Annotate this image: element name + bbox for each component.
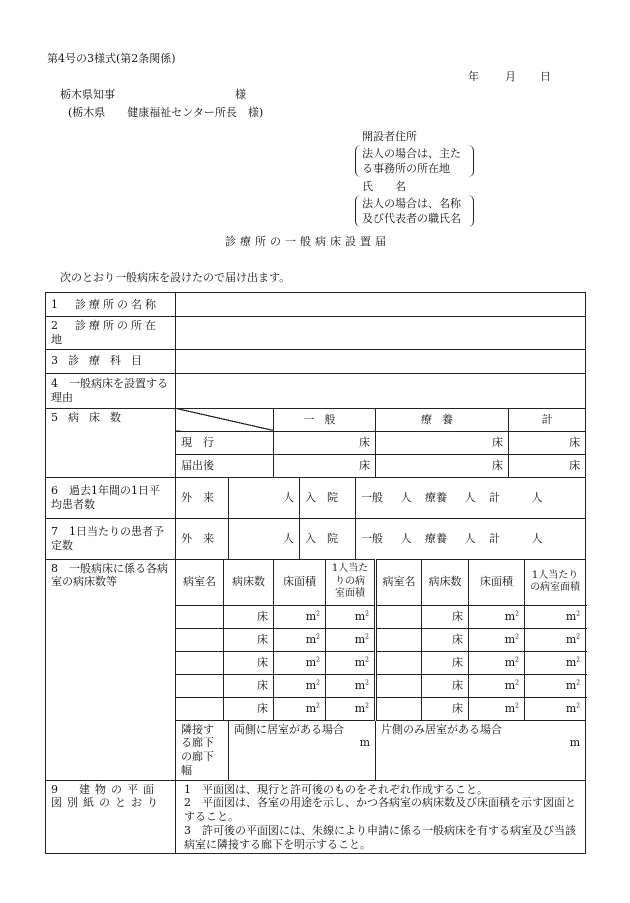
planned-ryoyo-label: 療養 <box>425 531 447 545</box>
beds-current-ryoyo[interactable]: 床 <box>376 431 509 454</box>
room-right-name[interactable] <box>376 651 422 674</box>
beds-after-total[interactable]: 床 <box>509 454 586 477</box>
past-inpatient-breakdown[interactable] <box>356 477 586 518</box>
beds-current-general[interactable]: 床 <box>274 431 376 454</box>
room-left-beds[interactable]: 床 <box>224 697 274 720</box>
row-beds-text: 病床数 <box>68 410 131 424</box>
rooms-left-header-per-person: 1人当たりの病室面積 <box>326 559 376 605</box>
planned-outpatient-label: 外 来 <box>176 518 229 559</box>
clinic-address-input[interactable] <box>176 317 586 350</box>
rooms-right-header-beds: 病床数 <box>422 559 469 605</box>
rooms-left-header-beds: 病床数 <box>224 559 274 605</box>
corridor-one-side-label: 片側のみ居室がある場合 <box>381 722 502 736</box>
row-floor-plan-label: 9 建物の平面図別紙のとおり <box>46 780 176 854</box>
past-general-label: 一般 <box>361 490 383 504</box>
room-left-beds[interactable]: 床 <box>224 605 274 628</box>
room-right-name[interactable] <box>376 697 422 720</box>
row-rooms-label: 8 一般病床に係る各病室の病床数等 <box>46 559 176 780</box>
room-right-beds[interactable]: 床 <box>422 697 469 720</box>
past-ryoyo-label: 療養 <box>425 490 447 504</box>
name-note-2: 及び代表者の職氏名 <box>362 212 461 225</box>
floor-plan-notes <box>176 780 586 854</box>
room-left-beds[interactable]: 床 <box>224 651 274 674</box>
corridor-one-side-unit: m <box>569 736 581 750</box>
planned-ryoyo-unit: 人 <box>464 531 476 545</box>
floor-plan-note: 3 許可後の平面図には、朱線により申請に係る一般病床を有する病室及び当該病室に隣接する廊下を明示すること。 <box>184 823 576 851</box>
past-outpatient-value[interactable]: 人 <box>229 477 300 518</box>
row-beds-label <box>46 408 176 477</box>
room-left-area[interactable]: $m^2$ <box>274 674 326 697</box>
applicant-address-label: 開設者住所 <box>362 130 417 143</box>
past-total-label: 計 <box>489 490 500 504</box>
room-left-name[interactable] <box>176 697 224 720</box>
room-right-area[interactable]: $m^2$ <box>469 651 525 674</box>
clinic-name-input[interactable] <box>176 293 586 317</box>
past-total-unit: 人 <box>531 490 543 504</box>
room-right-per-person[interactable]: $m^2$ <box>525 697 586 720</box>
rooms-left-header-name: 病室名 <box>176 559 224 605</box>
addressee-sama: 様 <box>235 88 246 101</box>
row-department-label <box>46 349 176 373</box>
floor-plan-note: 1 平面図は、現行と許可後のものをそれぞれ作成すること。 <box>184 782 488 796</box>
department-input[interactable] <box>176 349 586 373</box>
room-left-area[interactable]: $m^2$ <box>274 605 326 628</box>
planned-inpatient-breakdown[interactable] <box>356 518 586 559</box>
room-right-per-person[interactable]: $m^2$ <box>525 605 586 628</box>
room-right-name[interactable] <box>376 605 422 628</box>
room-right-per-person[interactable]: $m^2$ <box>525 674 586 697</box>
beds-after-label: 届出後 <box>176 454 274 477</box>
room-right-per-person[interactable]: $m^2$ <box>525 651 586 674</box>
room-left-beds[interactable]: 床 <box>224 674 274 697</box>
beds-header-total: 計 <box>509 408 586 431</box>
corridor-both-sides-label: 両側に居室がある場合 <box>234 722 344 736</box>
corridor-both-sides-unit: m <box>359 736 370 750</box>
room-left-area[interactable]: $m^2$ <box>274 651 326 674</box>
intro-text: 次のとおり一般病床を設けたので届け出ます。 <box>60 271 291 284</box>
reason-input[interactable] <box>176 373 586 408</box>
date-year: 年 <box>468 70 479 83</box>
room-left-name[interactable] <box>176 628 224 651</box>
application-table <box>45 292 586 854</box>
room-left-area[interactable]: $m^2$ <box>274 697 326 720</box>
rooms-left-header-area: 床面積 <box>274 559 326 605</box>
row-department-number: 3 <box>51 354 58 368</box>
room-left-per-person[interactable]: $m^2$ <box>326 605 376 628</box>
date-month: 月 <box>505 70 516 83</box>
room-left-name[interactable] <box>176 674 224 697</box>
row-beds-number: 5 <box>51 410 58 424</box>
beds-after-ryoyo[interactable]: 床 <box>376 454 509 477</box>
room-left-name[interactable] <box>176 605 224 628</box>
room-right-name[interactable] <box>376 628 422 651</box>
name-note-1: 法人の場合は、名称 <box>362 197 461 210</box>
beds-after-general[interactable]: 床 <box>274 454 376 477</box>
row-reason-label: 4 一般病床を設置する理由 <box>46 373 176 408</box>
row-past-patients-label: 6 過去1年間の1日平均患者数 <box>46 477 176 518</box>
room-left-per-person[interactable]: $m^2$ <box>326 674 376 697</box>
row-planned-patients-label: 7 1日当たりの患者予定数 <box>46 518 176 559</box>
room-right-area[interactable]: $m^2$ <box>469 628 525 651</box>
room-right-name[interactable] <box>376 674 422 697</box>
room-right-per-person[interactable]: $m^2$ <box>525 628 586 651</box>
planned-outpatient-value[interactable]: 人 <box>229 518 300 559</box>
corridor-both-sides[interactable] <box>229 720 376 780</box>
room-left-area[interactable]: $m^2$ <box>274 628 326 651</box>
room-right-beds[interactable]: 床 <box>422 605 469 628</box>
corridor-width-label: 隣接する廊下の廊下幅 <box>176 720 229 780</box>
room-left-per-person[interactable]: $m^2$ <box>326 628 376 651</box>
room-left-per-person[interactable]: $m^2$ <box>326 651 376 674</box>
address-note-1: 法人の場合は、主た <box>362 147 461 160</box>
room-right-beds[interactable]: 床 <box>422 674 469 697</box>
addressee-governor: 栃木県知事 <box>60 88 115 101</box>
rooms-right-header-per-person: 1人当たりの病室面積 <box>525 559 586 605</box>
row-clinic-name-label: 1 診療所の名称 <box>46 293 176 317</box>
room-left-per-person[interactable]: $m^2$ <box>326 697 376 720</box>
room-right-beds[interactable]: 床 <box>422 628 469 651</box>
past-outpatient-label: 外 来 <box>176 477 229 518</box>
row-department-text: 診療科目 <box>68 354 152 368</box>
beds-diagonal-cell <box>176 408 274 431</box>
date-day: 日 <box>540 70 551 83</box>
applicant-name-label: 氏 名 <box>362 180 406 193</box>
planned-general-unit: 人 <box>400 531 412 545</box>
beds-header-ryoyo: 療養 <box>376 408 509 431</box>
addressee-center: (栃木県 健康福祉センター所長 様) <box>68 106 264 119</box>
past-inpatient-label: 入 院 <box>300 477 356 518</box>
planned-general-label: 一般 <box>361 531 383 545</box>
beds-header-general: 一般 <box>274 408 376 431</box>
rooms-right-header-area: 床面積 <box>469 559 525 605</box>
past-ryoyo-unit: 人 <box>464 490 476 504</box>
past-general-unit: 人 <box>400 490 412 504</box>
room-left-name[interactable] <box>176 651 224 674</box>
room-right-beds[interactable]: 床 <box>422 651 469 674</box>
beds-current-label: 現 行 <box>176 431 274 454</box>
form-id: 第4号の3様式(第2条関係) <box>47 52 176 65</box>
beds-current-total[interactable]: 床 <box>509 431 586 454</box>
row-clinic-address-label: 2 診療所の所在地 <box>46 317 176 350</box>
corridor-one-side[interactable] <box>376 720 586 780</box>
planned-inpatient-label: 入 院 <box>300 518 356 559</box>
planned-total-label: 計 <box>489 531 500 545</box>
rooms-right-header-name: 病室名 <box>376 559 422 605</box>
room-right-area[interactable]: $m^2$ <box>469 674 525 697</box>
room-right-area[interactable]: $m^2$ <box>469 605 525 628</box>
address-note-2: る事務所の所在地 <box>362 162 450 175</box>
floor-plan-note: 2 平面図は、各室の用途を示し、かつ各病室の病床数及び床面積を示す図面とすること。 <box>184 796 576 823</box>
document-title: 診療所の一般病床設置届 <box>225 235 390 248</box>
room-right-area[interactable]: $m^2$ <box>469 697 525 720</box>
room-left-beds[interactable]: 床 <box>224 628 274 651</box>
planned-total-unit: 人 <box>531 531 543 545</box>
